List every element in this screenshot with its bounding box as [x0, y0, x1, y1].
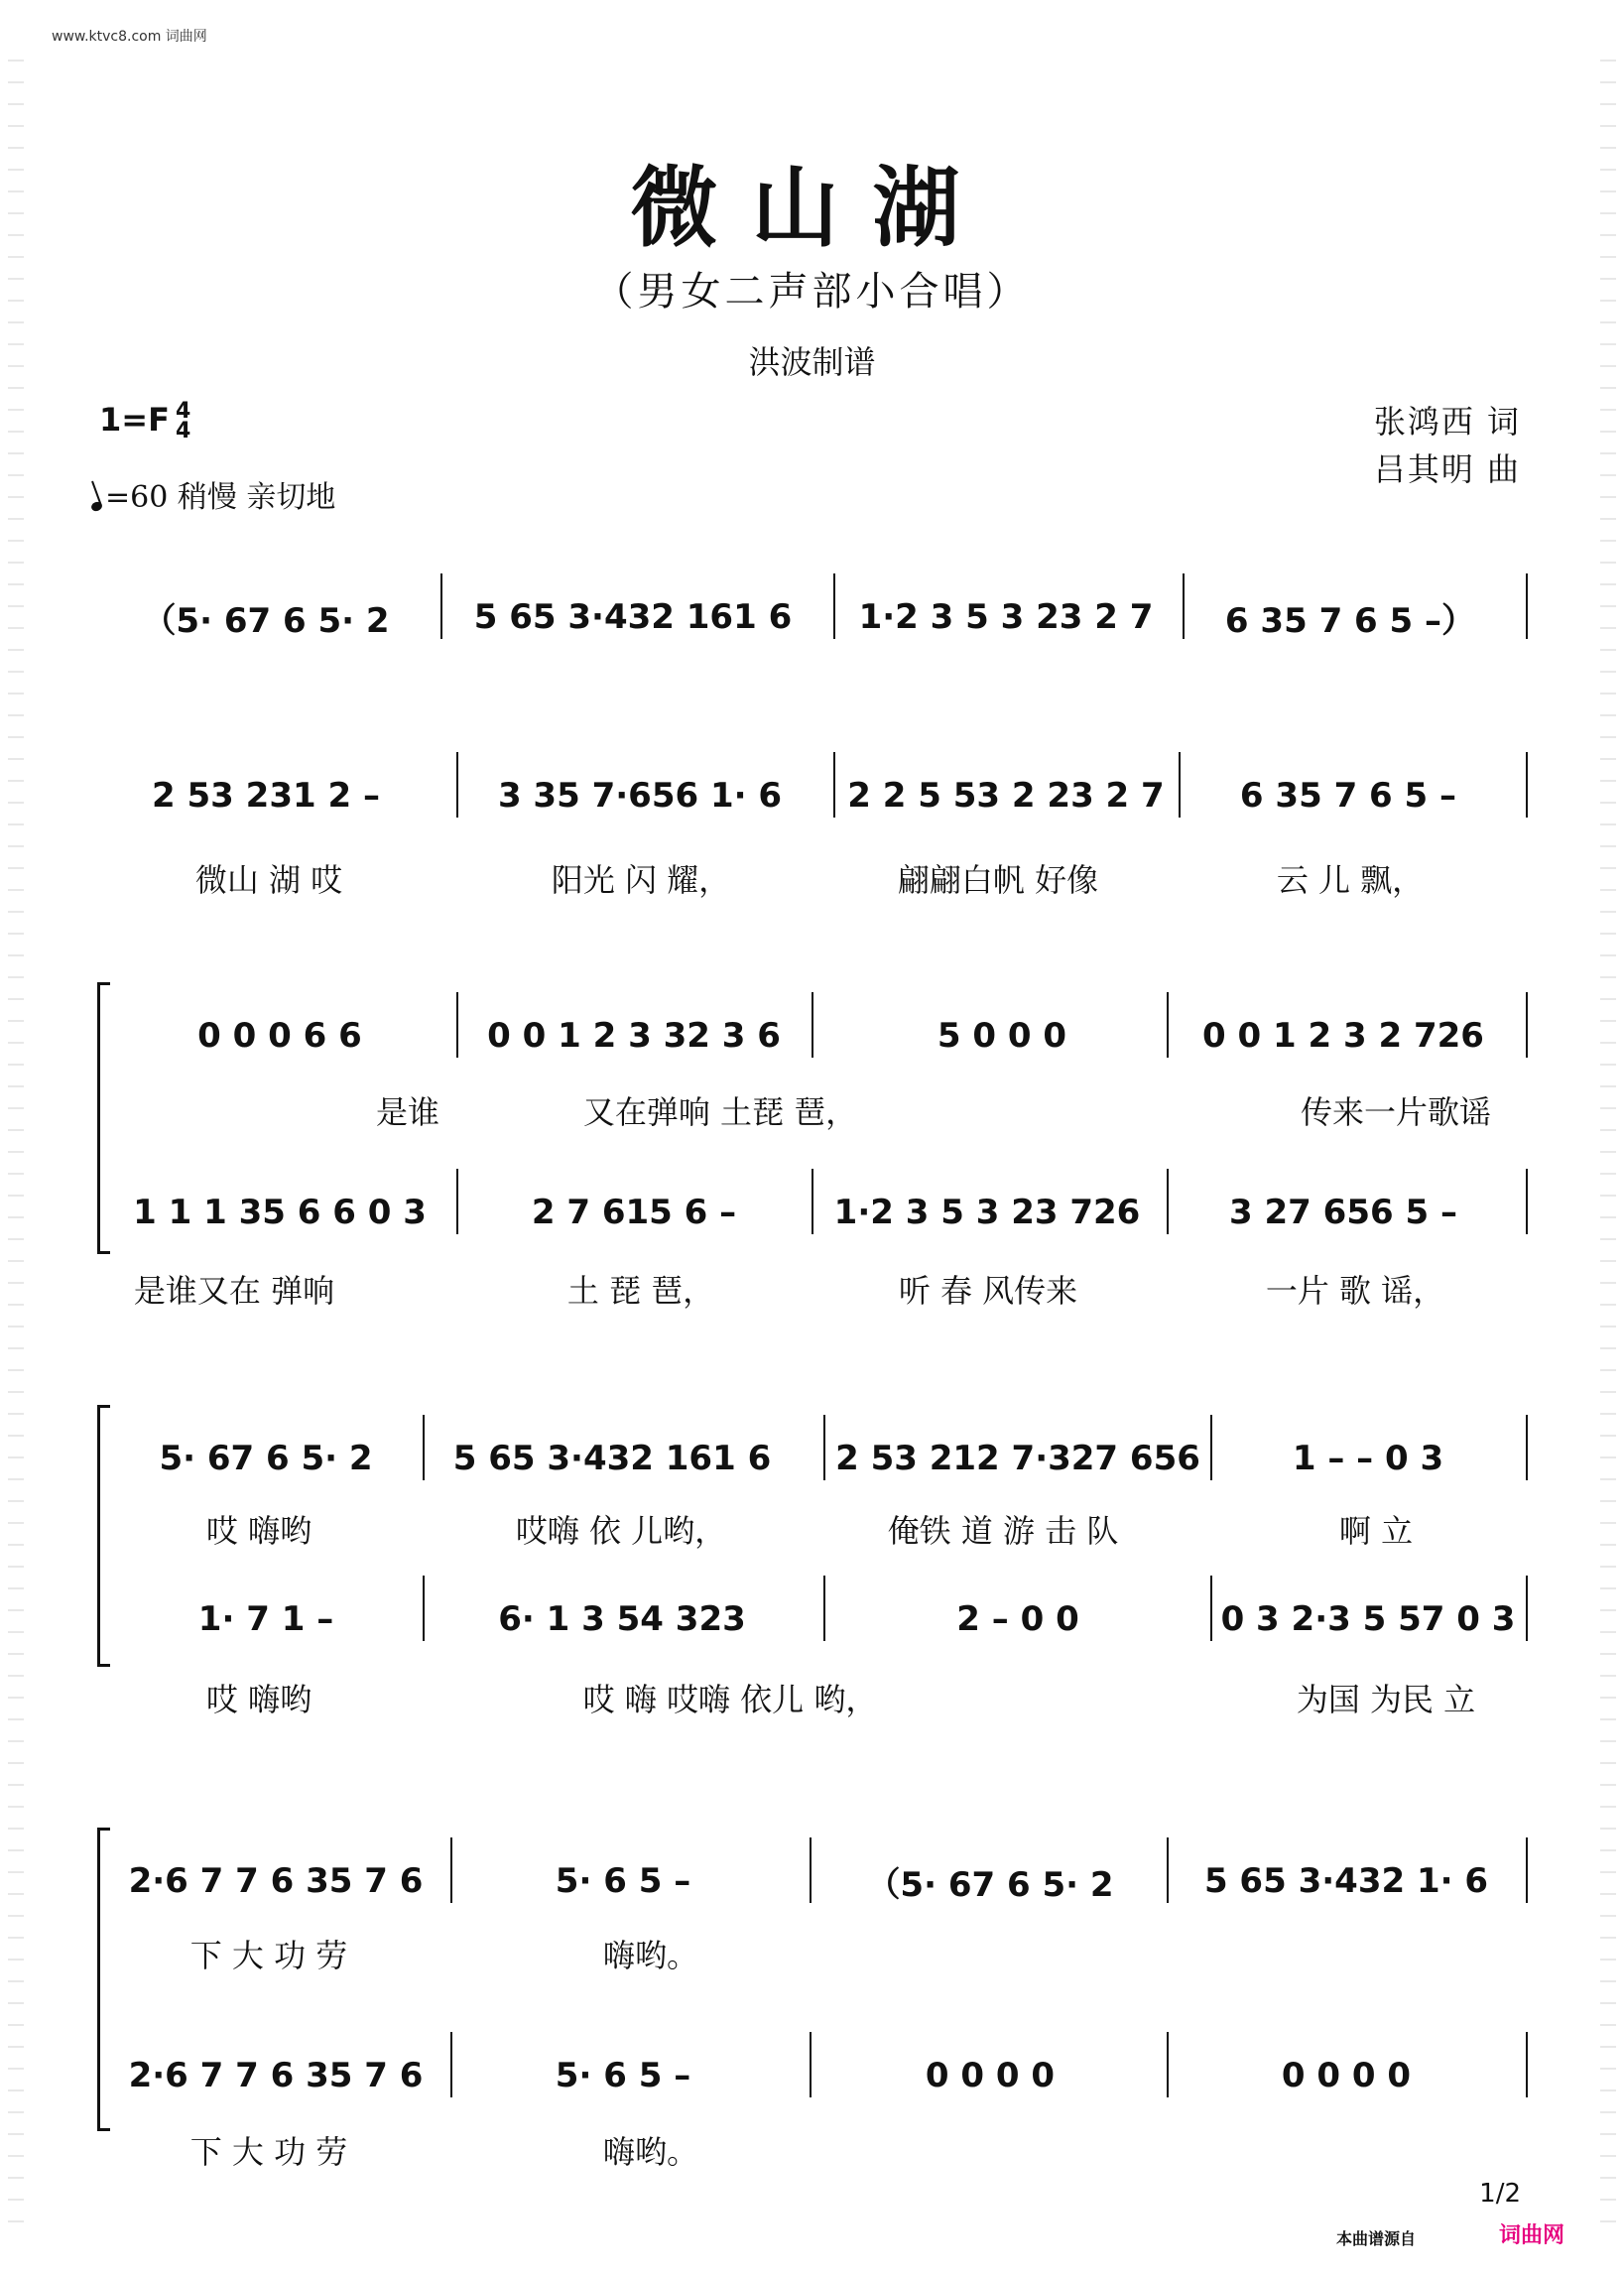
score-row-intro [95, 595, 1529, 639]
barline [456, 1169, 458, 1234]
barline [1179, 752, 1181, 818]
lyricist: 张鸿西 词 [1373, 403, 1521, 441]
barline [812, 1169, 813, 1234]
measure: 6 35 7 6 5 –） [1224, 600, 1476, 641]
barline [823, 1415, 825, 1480]
measure: 5 65 3·432 161 6 [452, 1439, 772, 1478]
lyric-segment: 下 大 功 劳 [189, 2133, 348, 2171]
score-row-part2 [95, 1597, 1529, 1641]
tempo-value: =60 [105, 480, 169, 515]
barline [450, 1837, 452, 1903]
barline [1526, 1169, 1528, 1234]
barline [456, 752, 458, 818]
lyric-segment: 是谁 [375, 1093, 439, 1131]
measure: 2 7 615 6 – [531, 1193, 737, 1232]
measure: 5· 6 5 – [555, 1861, 691, 1901]
lyric-segment: 听 春 风传来 [898, 1272, 1078, 1310]
composer: 吕其明 曲 [1373, 450, 1521, 488]
lyric-row-part2 [95, 2127, 1529, 2171]
lyric-segment: 一片 歌 谣， [1265, 1272, 1445, 1310]
barline [440, 573, 442, 639]
lyric-segment: 为国 为民 立 [1296, 1681, 1476, 1718]
lyric-segment: 哎 嗨 哎嗨 依儿 哟， [582, 1681, 878, 1718]
lyric-row-part2 [95, 1266, 1529, 1310]
score-row-part1 [95, 1014, 1529, 1058]
barline [810, 1837, 812, 1903]
time-numerator: 4 [175, 399, 191, 424]
lyric-segment: 嗨哟。 [602, 2133, 698, 2171]
barline [1526, 1415, 1528, 1480]
measure: 6 35 7 6 5 – [1239, 776, 1457, 816]
lyric-row-part1 [95, 1087, 1529, 1131]
song-subtitle: （男女二声部小合唱） [593, 269, 1031, 315]
lyric-segment: 传来一片歌谣 [1300, 1093, 1491, 1131]
lyric-segment: 是谁又在 弹响 [133, 1272, 335, 1310]
measure: 6· 1 3 54 323 [498, 1599, 746, 1639]
lyric-row-part1 [95, 1931, 1529, 1974]
barline [1183, 573, 1185, 639]
lyric-segment: 哎嗨 依 儿哟， [515, 1512, 727, 1550]
quarter-note-icon [90, 500, 103, 512]
tempo-text: 稍慢 亲切地 [177, 480, 336, 515]
lyric-segment: 土 琵 琶， [566, 1272, 715, 1310]
measure: 2·6 7 7 6 35 7 6 [128, 1861, 424, 1901]
site-logo[interactable]: 词曲网 [1498, 2223, 1564, 2248]
page-number: 1/2 [1479, 2179, 1521, 2209]
measure: 0 3 2·3 5 57 0 3 [1220, 1599, 1516, 1639]
measure: 1·2 3 5 3 23 726 [833, 1193, 1141, 1232]
measure: 5 65 3·432 161 6 [473, 597, 793, 637]
measure: 0 0 0 6 6 [197, 1016, 362, 1056]
score-row-part2 [95, 2054, 1529, 2097]
barline [456, 992, 458, 1058]
barline [1167, 2032, 1169, 2097]
site-url: www.ktvc8.com 词曲网 [52, 29, 207, 45]
measure: 1·2 3 5 3 23 2 7 [858, 597, 1154, 637]
measure: 0 0 0 0 [1281, 2056, 1412, 2095]
barline [1167, 992, 1169, 1058]
measure: 2 2 5 53 2 23 2 7 [847, 776, 1165, 816]
barline [833, 573, 835, 639]
arranger: 洪波制谱 [748, 343, 876, 381]
lyric-segment: 下 大 功 劳 [189, 1937, 348, 1974]
lyric-segment: 又在弹响 土琵 琶， [582, 1093, 858, 1131]
measure: 5· 67 6 5· 2 [159, 1439, 373, 1478]
measure: 0 0 0 0 [925, 2056, 1056, 2095]
barline [423, 1576, 425, 1641]
time-signature [175, 399, 191, 443]
score-row-verse [95, 774, 1529, 818]
barline [1526, 992, 1528, 1058]
barline [1526, 752, 1528, 818]
measure: （5· 67 6 5· 2 [866, 1864, 1114, 1905]
lyric-segment: 俺铁 道 游 击 队 [887, 1512, 1119, 1550]
lyric-segment: 翩翩白帆 好像 [897, 861, 1099, 899]
lyric-row-part2 [95, 1675, 1529, 1718]
key-signature [99, 401, 190, 442]
measure: （5· 67 6 5· 2 [142, 600, 390, 641]
measure: 2 53 212 7·327 656 [835, 1439, 1200, 1478]
lyric-segment: 啊 立 [1338, 1512, 1414, 1550]
measure: 1· 7 1 – [197, 1599, 334, 1639]
lyric-row-verse [95, 855, 1529, 899]
lyric-segment: 哎 嗨哟 [205, 1681, 312, 1718]
measure: 0 0 1 2 3 32 3 6 [487, 1016, 781, 1056]
lyric-segment: 哎 嗨哟 [205, 1512, 312, 1550]
measure: 2·6 7 7 6 35 7 6 [128, 2056, 424, 2095]
barline [823, 1576, 825, 1641]
key-label: 1=F [99, 401, 170, 439]
measure: 5· 6 5 – [555, 2056, 691, 2095]
barline [812, 992, 813, 1058]
barline [1167, 1169, 1169, 1234]
score-row-part1 [95, 1437, 1529, 1480]
tempo-marking [91, 472, 335, 516]
lyric-segment: 云 儿 飘， [1276, 861, 1425, 899]
measure: 3 35 7·656 1· 6 [497, 776, 783, 816]
measure: 5 65 3·432 1· 6 [1203, 1861, 1489, 1901]
source-label: 本曲谱源自 [1335, 2229, 1416, 2248]
barline [1526, 1837, 1528, 1903]
right-watermark-strip [1600, 60, 1616, 2222]
lyric-segment: 阳光 闪 耀， [551, 861, 731, 899]
score-row-part2 [95, 1191, 1529, 1234]
barline [450, 2032, 452, 2097]
barline [1167, 1837, 1169, 1903]
barline [1210, 1415, 1212, 1480]
measure: 1 – – 0 3 [1292, 1439, 1444, 1478]
time-denominator: 4 [175, 419, 191, 443]
barline [1526, 573, 1528, 639]
measure: 2 – 0 0 [956, 1599, 1079, 1639]
lyric-row-part1 [95, 1506, 1529, 1550]
barline [1210, 1576, 1212, 1641]
lyric-segment: 嗨哟。 [602, 1937, 698, 1974]
barline [1526, 1576, 1528, 1641]
score-row-part1 [95, 1859, 1529, 1903]
measure: 2 53 231 2 – [152, 776, 380, 816]
lyric-segment: 微山 湖 哎 [194, 861, 343, 899]
measure: 0 0 1 2 3 2 726 [1202, 1016, 1484, 1056]
barline [810, 2032, 812, 2097]
measure: 3 27 656 5 – [1229, 1193, 1457, 1232]
barline [833, 752, 835, 818]
song-title: 微山湖 [630, 156, 994, 259]
barline [423, 1415, 425, 1480]
barline [1526, 2032, 1528, 2097]
measure: 5 0 0 0 [937, 1016, 1067, 1056]
left-watermark-strip [8, 60, 24, 2222]
measure: 1 1 1 35 6 6 0 3 [133, 1193, 427, 1232]
